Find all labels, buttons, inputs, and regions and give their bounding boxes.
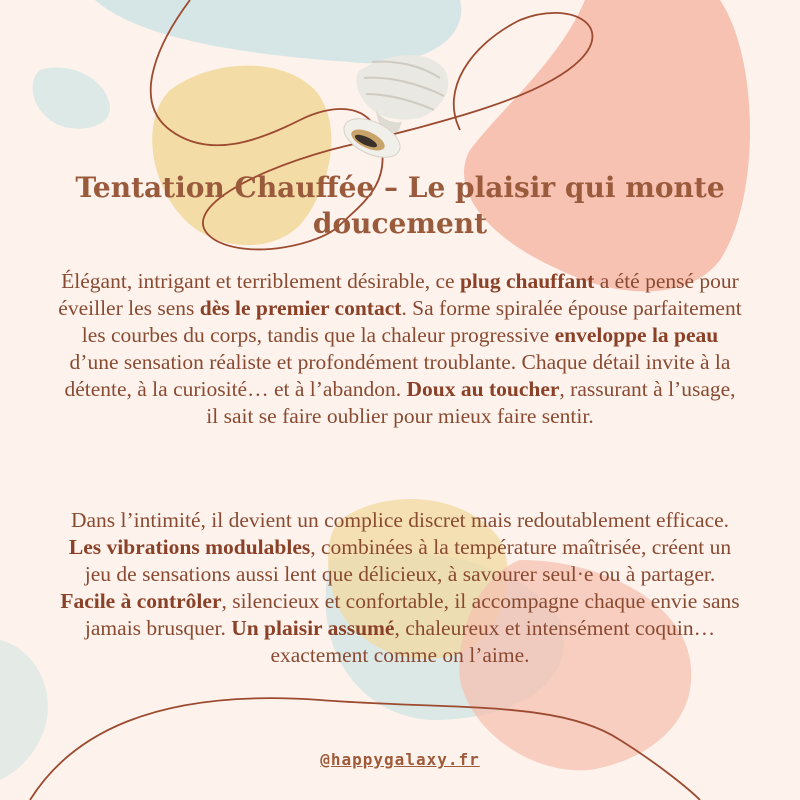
emphasis-text: Un plaisir assumé <box>231 616 395 640</box>
emphasis-text: enveloppe la peau <box>554 323 719 347</box>
body-text: Élégant, intrigant et terriblement désirable, ce <box>61 269 460 293</box>
emphasis-text: plug chauffant <box>459 269 595 293</box>
paragraph-intro <box>58 268 742 430</box>
pink-shape-right <box>464 0 750 291</box>
body-text: a été pensé pour éveiller les sens <box>58 269 739 320</box>
body-text: Dans l’intimité, il devient un complice discret mais redoutablement efficace. <box>70 508 730 532</box>
body-text: , chaleureux et intensément coquin… exactement comme on l’aime. <box>270 616 716 667</box>
body-text: , silencieux et confortable, il accompagne chaque envie sans jamais brusquer. <box>84 589 740 640</box>
body-text: , rassurant à l’usage, il sait se faire oublier pour mieux faire sentir. <box>206 377 736 428</box>
emphasis-text: dès le premier contact <box>199 296 402 320</box>
body-text: , combinées à la température maîtrisée, créent un jeu de sensations aussi lent que délicieux, à savourer seul·e ou à partager. <box>84 535 732 586</box>
emphasis-text: Les vibrations modulables <box>68 535 311 559</box>
body-text: . Sa forme spiralée épouse parfaitement les courbes du corps, tandis que la chaleur progressive <box>81 296 742 347</box>
emphasis-text: Facile à contrôler <box>60 589 222 613</box>
social-handle[interactable]: @happygalaxy.fr <box>320 750 480 769</box>
page-title: Tentation Chauffée – Le plaisir qui monte doucement <box>75 171 725 240</box>
blue-shape-top <box>95 0 461 63</box>
emphasis-text: Doux au toucher <box>406 377 560 401</box>
blue-shape-small <box>33 67 110 128</box>
paragraph-usage <box>58 507 742 669</box>
body-text: d’une sensation réaliste et profondément troublante. Chaque détail invite à la détente, à la curiosité… et à l’abandon. <box>64 350 731 401</box>
